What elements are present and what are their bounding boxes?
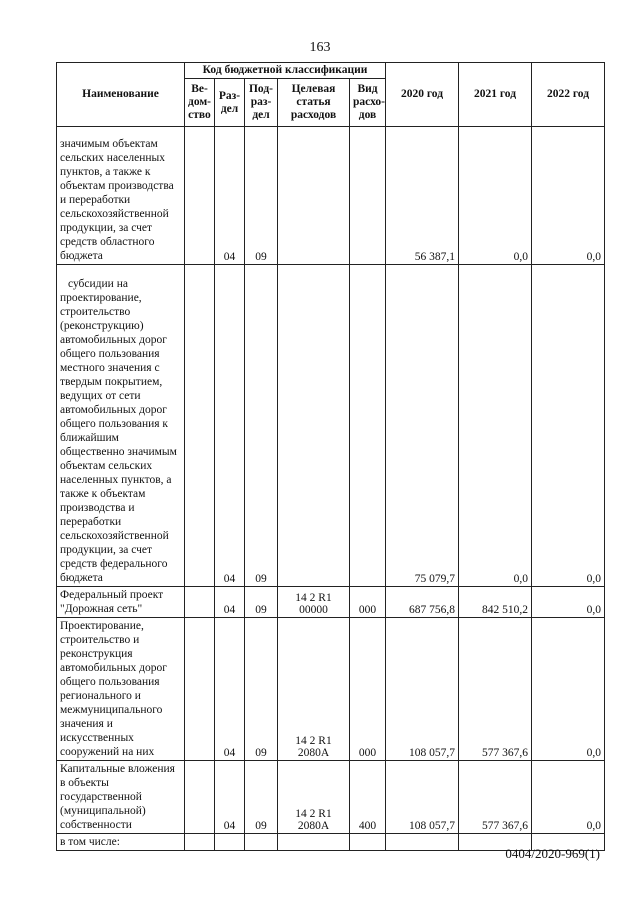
col-header-name: Наименование — [57, 63, 185, 127]
row-podrazdel: 09 — [245, 587, 278, 618]
row-csr: 14 2 R1 00000 — [278, 587, 350, 618]
row-2022: 0,0 — [532, 127, 605, 265]
document-code: 0404/2020-969(1) — [505, 846, 600, 861]
row-name: Проектирование, строительство и реконструкция автомобильных дорог общего пользования регионального и межмуниципального значения и искусственных сооружений на них — [57, 618, 185, 761]
row-2021: 577 367,6 — [459, 618, 532, 761]
row-2022: 0,0 — [532, 761, 605, 834]
row-2022: 0,0 — [532, 587, 605, 618]
row-name: субсидии на проектирование, строительство (реконструкцию) автомобильных дорог общего пользования местного значения с твердым покрытием, ведущих от сети автомобильных дорог общего пользования к ближайшим общественно значимым объектам сельских населенных пунктов, а также к объектам производства и переработки сельскохозяйственной продукции, за счет средств федерального бюджета — [57, 265, 185, 587]
row-2020: 56 387,1 — [386, 127, 459, 265]
row-ved — [185, 587, 215, 618]
row-csr — [278, 265, 350, 587]
row-razdel: 04 — [215, 587, 245, 618]
row-csr — [278, 127, 350, 265]
row-vid: 000 — [350, 618, 386, 761]
row-razdel — [215, 834, 245, 851]
col-header-group: Код бюджетной классификации — [185, 63, 386, 79]
col-header-ved: Ве-дом-ство — [185, 79, 215, 127]
row-podrazdel — [245, 834, 278, 851]
row-name: Федеральный проект "Дорожная сеть" — [57, 587, 185, 618]
row-name: значимым объектам сельских населенных пунктов, а также к объектам производства и переработки сельскохозяйственной продукции, за счет средств областного бюджета — [57, 127, 185, 265]
row-name: Капитальные вложения в объекты государственной (муниципальной) собственности — [57, 761, 185, 834]
row-podrazdel: 09 — [245, 265, 278, 587]
row-ved — [185, 265, 215, 587]
row-csr: 14 2 R1 2080A — [278, 618, 350, 761]
row-ved — [185, 618, 215, 761]
row-2021: 577 367,6 — [459, 761, 532, 834]
row-csr: 14 2 R1 2080A — [278, 761, 350, 834]
row-2021: 0,0 — [459, 127, 532, 265]
row-ved — [185, 761, 215, 834]
row-vid — [350, 127, 386, 265]
table-row — [57, 265, 605, 587]
col-header-2020: 2020 год — [386, 63, 459, 127]
row-razdel: 04 — [215, 265, 245, 587]
row-podrazdel: 09 — [245, 127, 278, 265]
row-vid: 000 — [350, 587, 386, 618]
row-2022: 0,0 — [532, 265, 605, 587]
row-2020 — [386, 834, 459, 851]
col-header-vid: Вид расхо-дов — [350, 79, 386, 127]
row-2020: 75 079,7 — [386, 265, 459, 587]
row-2020: 108 057,7 — [386, 761, 459, 834]
row-podrazdel: 09 — [245, 761, 278, 834]
row-razdel: 04 — [215, 761, 245, 834]
col-header-razdel: Раз-дел — [215, 79, 245, 127]
col-header-csr: Целевая статья расходов — [278, 79, 350, 127]
table-row — [57, 761, 605, 834]
row-razdel: 04 — [215, 618, 245, 761]
table-row — [57, 618, 605, 761]
row-vid — [350, 834, 386, 851]
row-razdel: 04 — [215, 127, 245, 265]
table-row — [57, 587, 605, 618]
table-row — [57, 127, 605, 265]
page-number: 163 — [309, 40, 331, 55]
row-2022: 0,0 — [532, 618, 605, 761]
row-csr — [278, 834, 350, 851]
row-vid: 400 — [350, 761, 386, 834]
row-2021: 842 510,2 — [459, 587, 532, 618]
row-podrazdel: 09 — [245, 618, 278, 761]
row-name: в том числе: — [57, 834, 185, 851]
budget-table — [56, 62, 605, 851]
row-2020: 687 756,8 — [386, 587, 459, 618]
row-2020: 108 057,7 — [386, 618, 459, 761]
row-vid — [350, 265, 386, 587]
col-header-2022: 2022 год — [532, 63, 605, 127]
row-ved — [185, 127, 215, 265]
col-header-podrazdel: Под-раз-дел — [245, 79, 278, 127]
col-header-2021: 2021 год — [459, 63, 532, 127]
row-ved — [185, 834, 215, 851]
row-2021: 0,0 — [459, 265, 532, 587]
